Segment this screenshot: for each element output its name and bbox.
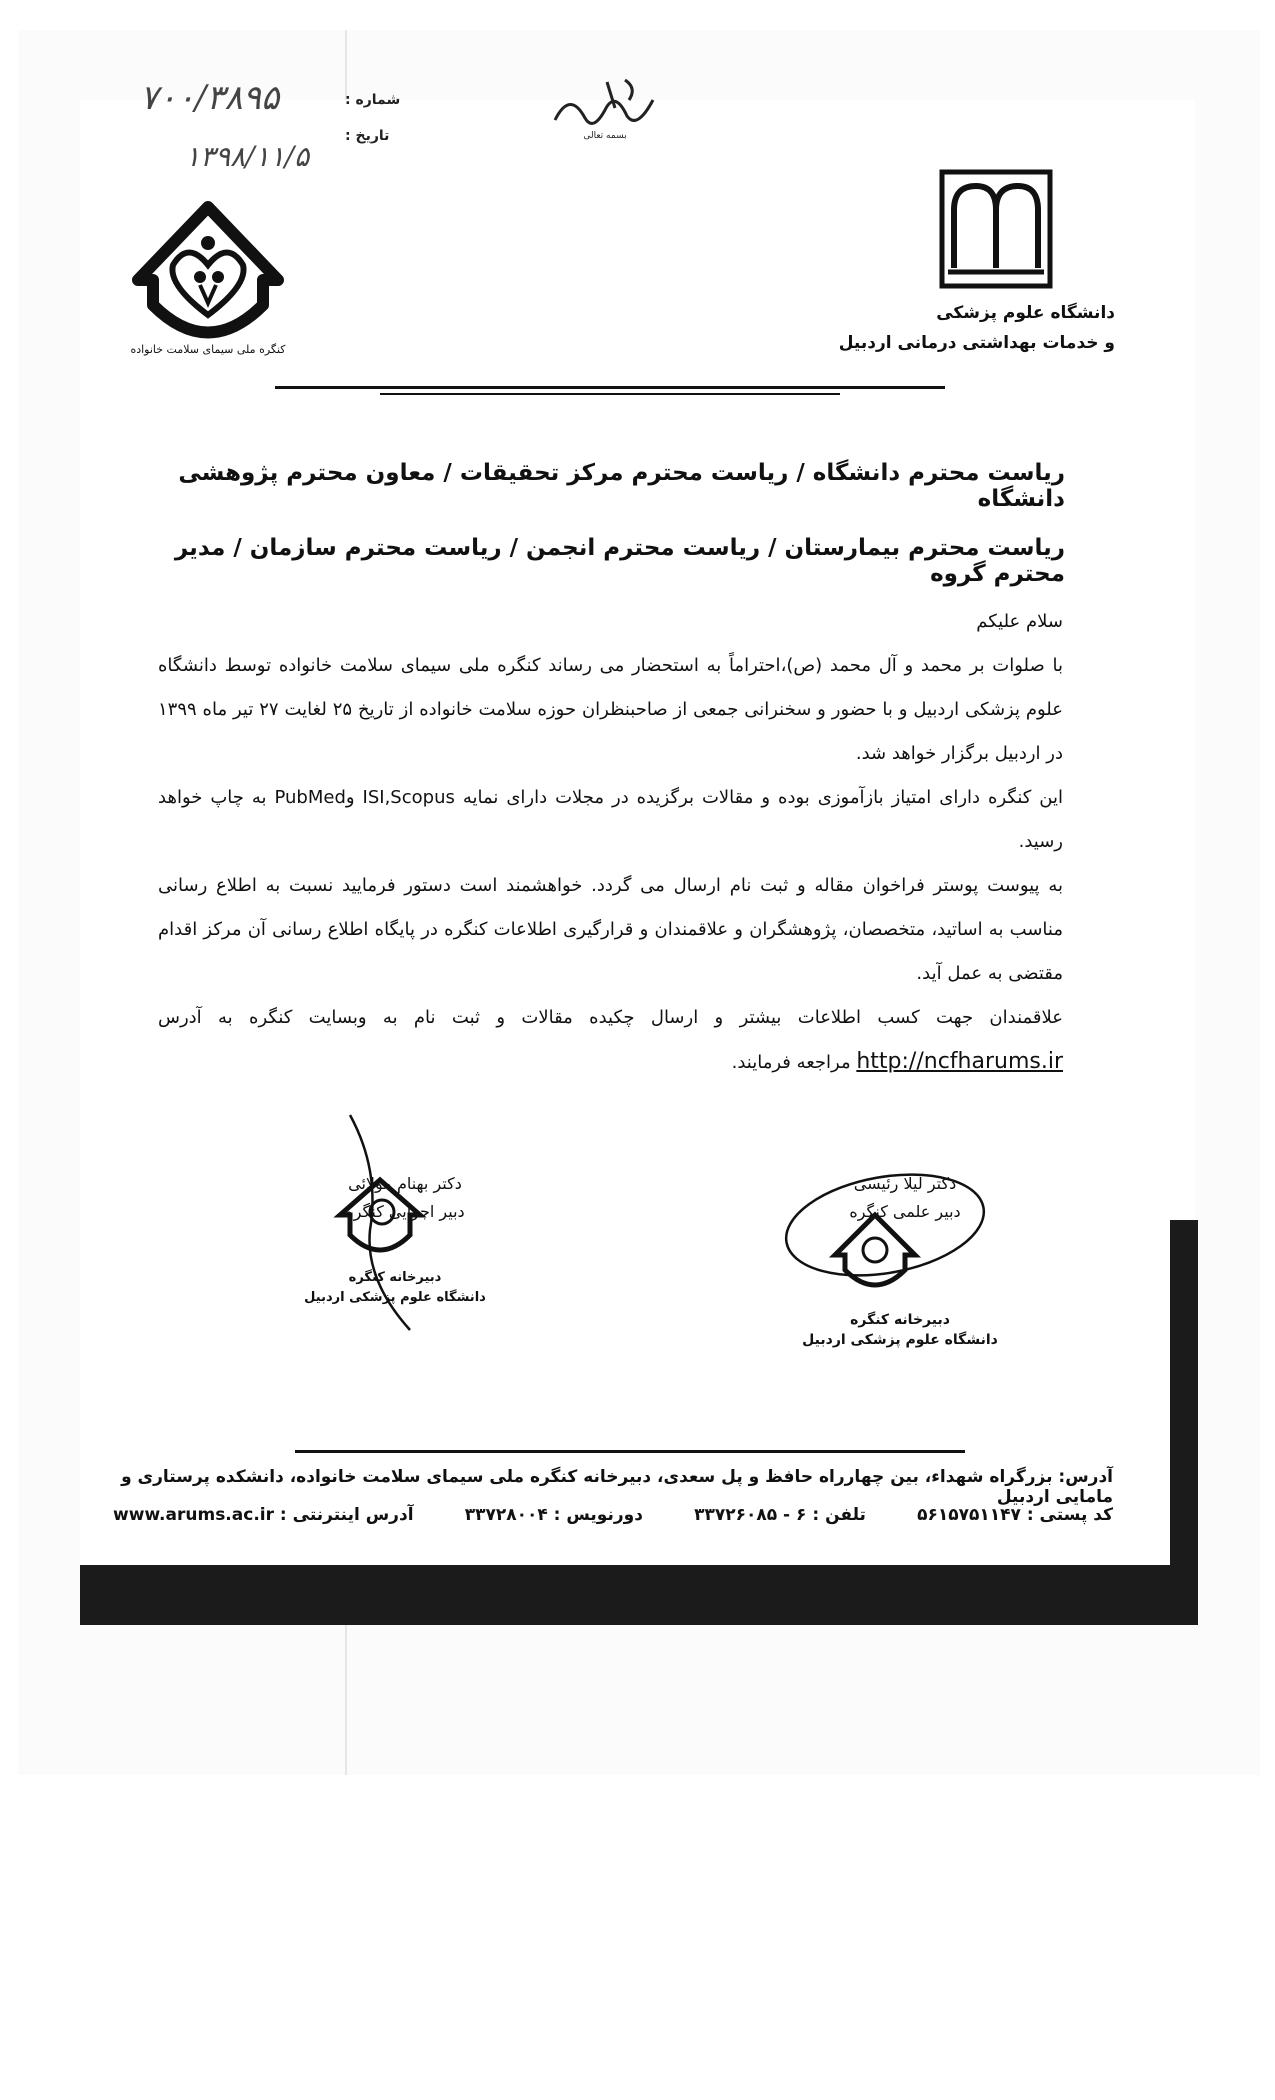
number-label: شماره : — [345, 92, 401, 108]
recipients-line-1: ریاست محترم دانشگاه / ریاست محترم مرکز تحقیقات / معاون محترم پژوهشی دانشگاه — [178, 460, 1065, 512]
paragraph-poster-request: به پیوست پوستر فراخوان مقاله و ثبت نام ارسال می گردد. خواهشمند است دستور فرمایید نسبت به اطلاع رسانی مناسب به اساتید، متخصصان، پژوهشگران و علاقمندان و قرارگیری اطلاعات کنگره در پایگاه اطلاع رسانی آن مرکز اقدام مقتضی به عمل آید. — [158, 875, 1063, 984]
date-label: تاریخ : — [345, 128, 390, 144]
university-name-line1: دانشگاه علوم پزشکی — [936, 303, 1115, 323]
bismillah-text: بسمه تعالی — [583, 131, 627, 140]
university-name — [755, 298, 1115, 358]
website-info-end: مراجعه فرمایند. — [731, 1052, 851, 1073]
paragraph-congress-credits: این کنگره دارای امتیاز بازآموزی بوده و مقالات برگزیده در مجلات دارای نمایه ISI,Scopus وPubMed به چاپ خواهد رسید. — [158, 787, 1064, 852]
bismillah-calligraphy — [545, 70, 665, 140]
university-name-line2: و خدمات بهداشتی درمانی اردبیل — [838, 333, 1115, 353]
letter-body — [158, 600, 1063, 1085]
congress-logo-text: کنگره ملی سیمای سلامت خانواده — [130, 343, 286, 356]
university-logo — [938, 168, 1054, 290]
stamp-text-left — [295, 1268, 495, 1308]
stamp-text-right — [780, 1310, 1020, 1350]
footer-rule — [295, 1450, 965, 1453]
footer-address: آدرس: بزرگراه شهداء، بین چهارراه حافظ و پل سعدی، دبیرخانه کنگره ملی سیمای سلامت خانواده، دانشکده پرستاری و مامایی اردبیل — [121, 1467, 1113, 1507]
stamp-right-line2: دانشگاه علوم پزشکی اردبیل — [802, 1332, 998, 1348]
congress-logo — [118, 185, 298, 365]
paragraph-congress-announcement: با صلوات بر محمد و آل محمد (ص)،احتراماً به استحضار می رساند کنگره ملی سیمای سلامت خانواده توسط دانشگاه علوم پزشکی اردبیل و با حضور و سخنرانی جمعی از صاحبنظران حوزه سلامت خانواده از تاریخ ۲۵ لغایت ۲۷ تیر ماه ۱۳۹۹ در اردبیل برگزار خواهد شد. — [158, 655, 1063, 764]
congress-website-link[interactable]: http://ncfharums.ir — [856, 1049, 1063, 1074]
paragraph-website-info — [158, 996, 1063, 1085]
website-info-text: علاقمندان جهت کسب اطلاعات بیشتر و ارسال چکیده مقالات و ثبت نام به وبسایت کنگره به آدرس — [158, 1007, 1063, 1028]
footer-fax: دورنویس : ۳۳۷۲۸۰۰۴ — [464, 1505, 643, 1525]
footer-postal-code: کد پستی : ۵۶۱۵۷۵۱۱۴۷ — [917, 1505, 1113, 1525]
signer-title-right: دبیر علمی کنگره — [849, 1202, 961, 1221]
signer-title-left: دبیر اجرایی کنگره — [345, 1202, 465, 1221]
footer-website: آدرس اینترنتی : www.arums.ac.ir — [113, 1505, 414, 1525]
stamp-left-line2: دانشگاه علوم پزشکی اردبیل — [304, 1290, 486, 1305]
greeting: سلام علیکم — [976, 611, 1063, 632]
stamp-right-line1: دبیرخانه کنگره — [850, 1312, 950, 1328]
signer-name-right: دکتر لیلا رئیسی — [853, 1174, 957, 1193]
signer-name-left: دکتر بهنام مولائی — [348, 1174, 462, 1193]
header-rule-top — [275, 386, 945, 389]
footer-contacts — [113, 1505, 1113, 1525]
stamp-left-line1: دبیرخانه کنگره — [348, 1270, 442, 1285]
scan-bottom-shadow — [80, 1565, 1195, 1625]
footer-phone: تلفن : ۶ - ۳۳۷۲۶۰۸۵ — [694, 1505, 866, 1525]
header-rule-bottom — [380, 393, 840, 395]
scan-right-shadow — [1170, 1220, 1198, 1625]
recipients-line-2: ریاست محترم بیمارستان / ریاست محترم انجمن / ریاست محترم سازمان / مدیر محترم گروه — [174, 535, 1065, 587]
letter-number-handwritten: ۷۰۰/۳۸۹۵ — [140, 78, 280, 118]
letter-date-handwritten: ۱۳۹۸/۱۱/۵ — [185, 140, 310, 173]
